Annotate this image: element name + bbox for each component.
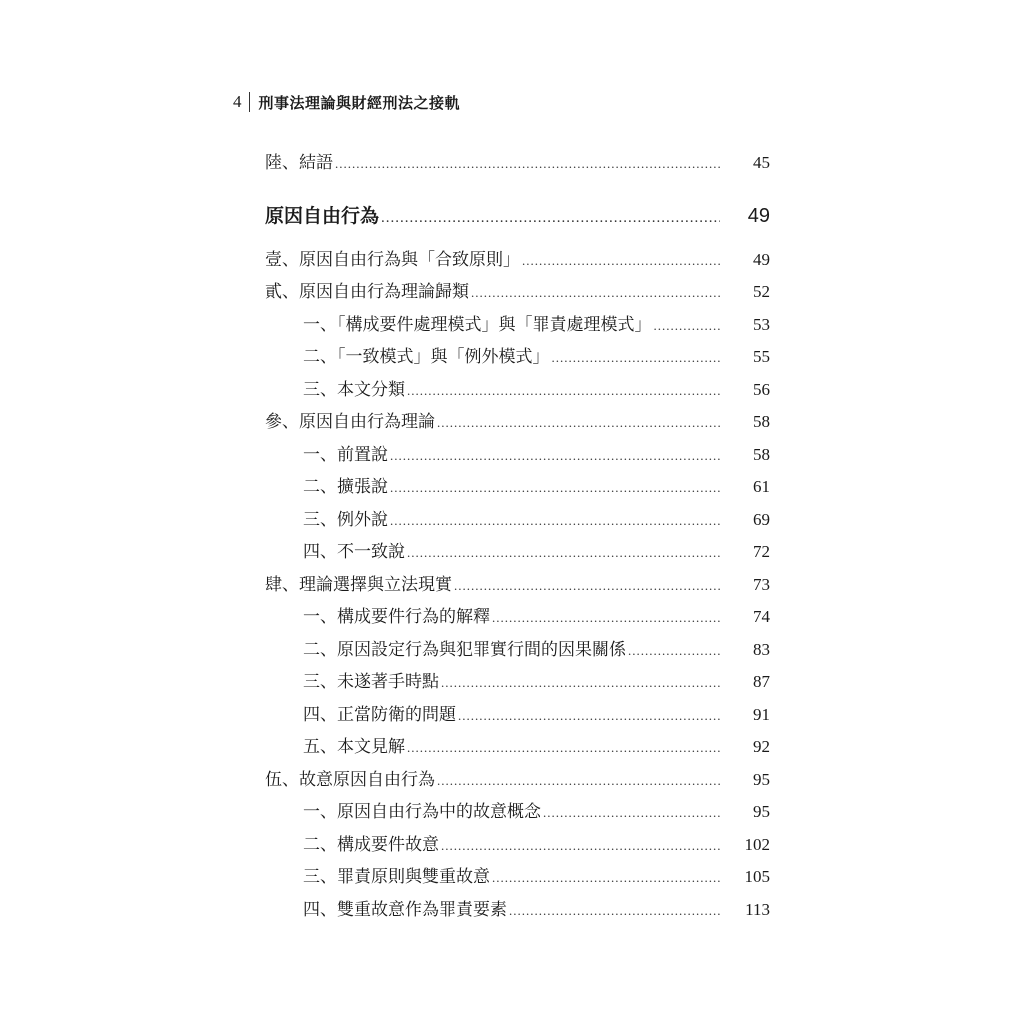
toc-entry-label: 三、本文分類: [303, 380, 405, 400]
dot-leader: [437, 410, 720, 436]
toc-entry-label: 二、擴張說: [303, 477, 388, 497]
dot-leader: [441, 670, 720, 696]
toc-chapter-heading: [265, 201, 770, 231]
toc-entry-page: 61: [753, 477, 770, 496]
toc-entry-label: 二、構成要件故意: [303, 835, 439, 855]
dot-leader: [552, 345, 721, 371]
toc-entry-page: 69: [753, 510, 770, 529]
toc-subsection: [303, 604, 770, 630]
toc-entry-page: 74: [753, 607, 770, 626]
dot-leader: [407, 540, 720, 566]
book-title: 刑事法理論與財經刑法之接軌: [258, 93, 461, 112]
dot-leader: [492, 865, 720, 891]
dot-leader: [407, 735, 720, 761]
toc-entry-page: 91: [753, 705, 770, 724]
toc-chapter-page: 49: [747, 205, 770, 227]
toc-entry-label: 二、原因設定行為與犯罪實行間的因果關係: [303, 640, 626, 660]
toc-entry-label: 五、本文見解: [303, 737, 405, 757]
toc-entry-label: 二、「一致模式」與「例外模式」: [303, 347, 550, 367]
toc-subsection: [303, 637, 770, 663]
toc-subsection: [303, 832, 770, 858]
toc-subsection: [303, 799, 770, 825]
toc-subsection: [303, 474, 770, 500]
toc-entry-page: 73: [753, 575, 770, 594]
toc-entry-label: 四、正當防衛的問題: [303, 705, 456, 725]
toc-section-4: [265, 572, 770, 598]
toc-entry-label: 貳、原因自由行為理論歸類: [265, 282, 469, 302]
dot-leader: [509, 898, 720, 924]
toc-entry-label: 一、前置說: [303, 445, 388, 465]
toc-entry-page: 95: [753, 770, 770, 789]
toc-entry-page: 55: [753, 347, 770, 366]
toc-entry-label: 壹、原因自由行為與「合致原則」: [265, 250, 520, 270]
toc-subsection: [303, 377, 770, 403]
toc-entry-page: 102: [744, 835, 770, 854]
toc-subsection: [303, 442, 770, 468]
toc-entry-page: 53: [753, 315, 770, 334]
toc-entry-label: 一、「構成要件處理模式」與「罪責處理模式」: [303, 315, 652, 335]
toc-subsection: [303, 702, 770, 728]
dot-leader: [543, 800, 720, 826]
dot-leader: [407, 378, 720, 404]
toc-subsection: [303, 344, 770, 370]
toc-section-5: [265, 767, 770, 793]
toc-entry-page: 92: [753, 737, 770, 756]
toc-section-3: [265, 409, 770, 435]
toc-subsection: [303, 734, 770, 760]
dot-leader: [628, 638, 720, 664]
toc-entry-label: 三、罪責原則與雙重故意: [303, 867, 490, 887]
toc-subsection: [303, 507, 770, 533]
toc-entry-page: 58: [753, 445, 770, 464]
dot-leader: [390, 443, 720, 469]
dot-leader: [454, 573, 720, 599]
page-number: 4: [233, 92, 242, 111]
dot-leader: [335, 151, 720, 177]
toc-entry-page: 56: [753, 380, 770, 399]
toc-entry-label: 伍、故意原因自由行為: [265, 770, 435, 790]
toc-entry-label: 參、原因自由行為理論: [265, 412, 435, 432]
toc-entry-label: 肆、理論選擇與立法現實: [265, 575, 452, 595]
toc-entry-page: 52: [753, 282, 770, 301]
toc-entry-page: 58: [753, 412, 770, 431]
dot-leader: [381, 203, 720, 233]
toc-entry-page: 45: [753, 153, 770, 172]
dot-leader: [471, 280, 720, 306]
toc-entry-label: 一、構成要件行為的解釋: [303, 607, 490, 627]
toc-entry-page: 87: [753, 672, 770, 691]
toc-entry-conclusion: [265, 150, 770, 176]
dot-leader: [390, 475, 720, 501]
toc-subsection: [303, 864, 770, 890]
toc-subsection: [303, 897, 770, 923]
dot-leader: [458, 703, 720, 729]
toc-entry-page: 105: [744, 867, 770, 886]
dot-leader: [522, 248, 720, 274]
toc-entry-label: 陸、結語: [265, 153, 333, 173]
toc-entry-label: 三、例外說: [303, 510, 388, 530]
toc-entry-label: 一、原因自由行為中的故意概念: [303, 802, 541, 822]
toc-entry-label: 三、未遂著手時點: [303, 672, 439, 692]
dot-leader: [441, 833, 720, 859]
dot-leader: [654, 313, 721, 339]
toc-entry-page: 49: [753, 250, 770, 269]
toc-subsection: [303, 539, 770, 565]
dot-leader: [492, 605, 720, 631]
toc-entry-page: 95: [753, 802, 770, 821]
toc-entry-page: 72: [753, 542, 770, 561]
toc-section-1: [265, 247, 770, 273]
toc-subsection: [303, 312, 770, 338]
dot-leader: [437, 768, 720, 794]
toc-section-2: [265, 279, 770, 305]
toc-chapter-label: 原因自由行為: [265, 205, 380, 227]
toc-subsection: [303, 669, 770, 695]
dot-leader: [390, 508, 720, 534]
toc-entry-label: 四、雙重故意作為罪責要素: [303, 900, 507, 920]
toc-entry-label: 四、不一致說: [303, 542, 405, 562]
toc-entry-page: 113: [745, 900, 770, 919]
toc-entry-page: 83: [753, 640, 770, 659]
